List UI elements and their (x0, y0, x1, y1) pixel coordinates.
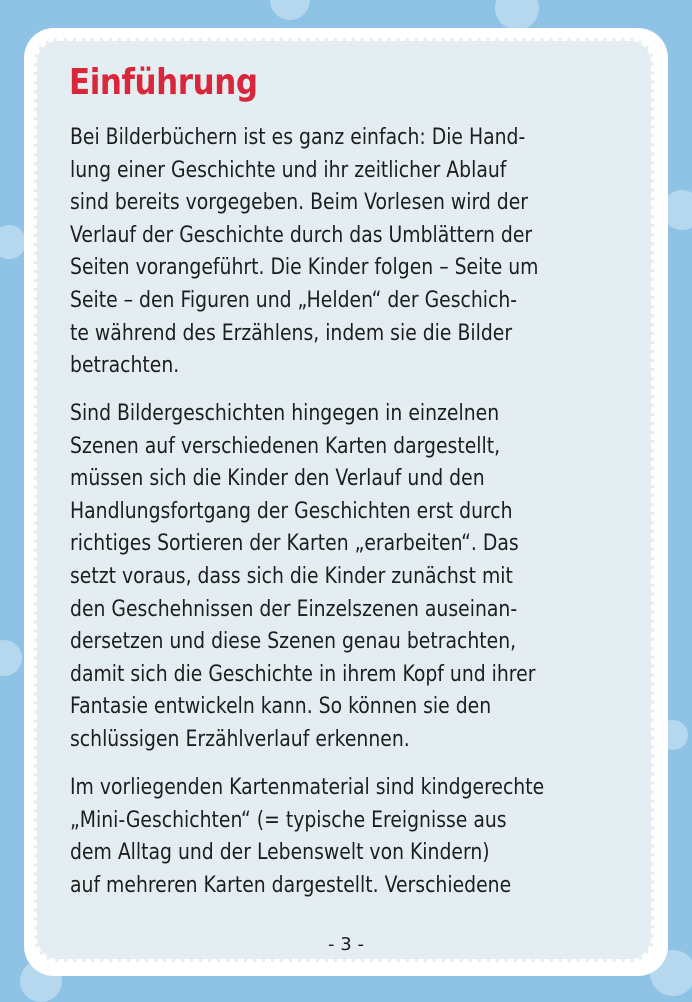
text-line: Verlauf der Geschichte durch das Umblättern der (70, 222, 533, 248)
text-line: den Geschehnissen der Einzelszenen auseinan- (70, 596, 518, 622)
text-line: richtiges Sortieren der Karten „erarbeiten“. Das (70, 531, 519, 557)
text-line: Szenen auf verschiedenen Karten dargestellt, (70, 433, 501, 459)
text-line: Fantasie entwickeln kann. So können sie den (70, 694, 492, 720)
text-line: Seiten vorangeführt. Die Kinder folgen – Seite um (70, 255, 539, 281)
text-line: sind bereits vorgegeben. Beim Vorlesen wird der (70, 190, 529, 216)
text-line: setzt voraus, dass sich die Kinder zunächst mit (70, 563, 513, 589)
background-bubble (495, 0, 539, 30)
text-line: Im vorliegenden Kartenmaterial sind kindgerechte (70, 775, 545, 800)
text-line: schlüssigen Erzählverlauf erkennen. (70, 726, 410, 752)
page-title: Einführung (69, 62, 258, 103)
text-line: Handlungsfortgang der Geschichten erst durch (70, 498, 513, 524)
text-line: damit sich die Geschichte in ihrem Kopf und ihrer (70, 661, 536, 687)
page-number: - 3 - (328, 934, 364, 955)
text-line: „Mini-Geschichten“ (= typische Ereignisse aus (70, 807, 507, 833)
paragraph-3 (70, 772, 626, 902)
text-line: lung einer Geschichte und ihr zeitlicher Ablauf (70, 157, 507, 183)
text-line: betrachten. (70, 353, 180, 379)
text-line: Seite – den Figuren und „Helden“ der Geschich- (70, 287, 518, 313)
background-bubble (270, 0, 310, 20)
text-line: Sind Bildergeschichten hingegen in einzelnen (70, 401, 500, 426)
text-line: auf mehreren Karten dargestellt. Verschiedene (70, 872, 512, 898)
paragraph-1 (70, 122, 626, 383)
background-bubble (0, 640, 22, 676)
text-line: dersetzen und diese Szenen genau betrachten, (70, 629, 517, 655)
paragraph-2 (70, 398, 626, 757)
text-line: dem Alltag und der Lebenswelt von Kindern) (70, 840, 490, 866)
text-line: Bei Bilderbüchern ist es ganz einfach: Die Hand- (70, 125, 526, 150)
background-bubble (0, 225, 26, 259)
text-line: müssen sich die Kinder den Verlauf und den (70, 466, 485, 492)
text-line: te während des Erzählens, indem sie die Bilder (70, 320, 513, 346)
